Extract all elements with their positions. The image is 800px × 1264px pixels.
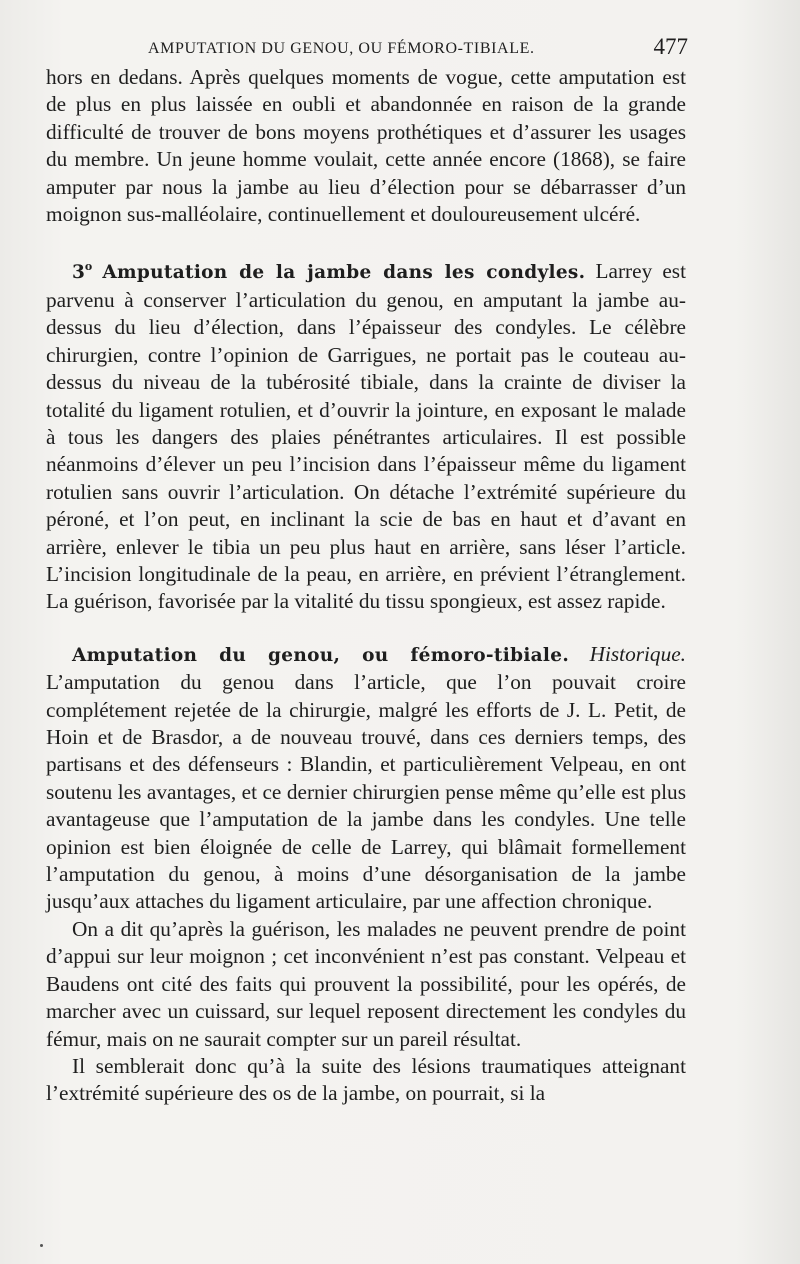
paragraph-intro: hors en dedans. Après quelques moments de vogue, cette amputation est de plus en plus laissée en oubli et abandonnée en raison de la grande difficulté de trouver de bons moyens prothétiques et d’assurer les usages du membre. Un jeune homme voulait, cette année encore (1868), se faire amputer par nous la jambe au lieu d’élection pour se débarrasser d’un moignon sus-malléolaire, continuellement et douloureusement ulcéré. — [46, 65, 686, 227]
page-speck — [40, 1244, 43, 1247]
section-heading-condyles: Amputation de la jambe dans les condyles. — [102, 262, 586, 284]
paragraph-last: Il semblerait donc qu’à la suite des lésions traumatiques atteignant l’extrémité supérieure des os de la jambe, on pourrait, si la — [46, 1053, 686, 1106]
section-body-condyles: Larrey est parvenu à conserver l’articulation du genou, en amputant la jambe au-dessus du lieu d’élection, dans l’épaisseur des condyles. Le célèbre chirurgien, contre l’opinion de Garrigues, ne portait pas le couteau au-dessus du niveau de la tubérosité tibiale, dans la crainte de diviser la totalité du ligament rotulien, et d’ouvrir la jointure, en exposant le malade à tous les dangers des plaies pénétrantes articulaires. Il est possible néanmoins d’élever un peu l’incision dans l’épaisseur même du ligament rotulien sans ouvrir l’articulation. On détache l’extrémité supérieure du péroné, et l’on peut, en inclinant la scie de bas en haut et d’avant en arrière, enlever le tibia un peu plus haut en arrière, sans léser l’article. L’incision longitudinale de la peau, en arrière, en prévient l’étranglement. La guérison, favorisée par la vitalité du tissu spongieux, est assez rapide. — [46, 259, 687, 614]
section-heading-genou: Amputation du genou, ou fémoro-tibiale. — [72, 644, 570, 666]
section-gap — [46, 228, 686, 253]
section-body-genou: L’amputation du genou dans l’article, que l’on pouvait croire complétement rejetée de la chirurgie, malgré les efforts de J. L. Petit, de Hoin et de Brasdor, a de nouveau trouvé, dans ces derniers temps, des partisans et des défenseurs : Blandin, et particulièrement Velpeau, en ont soutenu les avantages, et ce dernier chirurgien pense même qu’elle est plus avantageuse que l’amputation de la jambe dans les condyles. Une telle opinion est bien éloignée de celle de Larrey, qui blâmait formellement l’amputation du genou, à moins d’une désorganisation de la jambe jusqu’aux attaches du ligament articulaire, par une affection chronique. — [46, 670, 686, 914]
section-genou — [46, 641, 686, 916]
section-number-superscript: o — [84, 260, 93, 274]
section-condyles — [46, 253, 686, 615]
page-number: 477 — [653, 34, 688, 59]
running-title: AMPUTATION DU GENOU, OU FÉMORO-TIBIALE. — [148, 40, 535, 57]
page-body — [46, 64, 686, 1108]
section-number: 3 — [72, 262, 85, 284]
section-gap — [46, 616, 686, 641]
paragraph-appui: On a dit qu’après la guérison, les malades ne peuvent prendre de point d’appui sur leur moignon ; cet inconvénient n’est pas constant. Velpeau et Baudens ont cité des faits qui prouvent la possibilité, pour les opérés, de marcher avec un cuissard, sur lequel reposent directement les condyles du fémur, mais on ne saurait compter sur un pareil résultat. — [46, 916, 686, 1051]
section-subheading-historique: Historique. — [589, 641, 687, 666]
